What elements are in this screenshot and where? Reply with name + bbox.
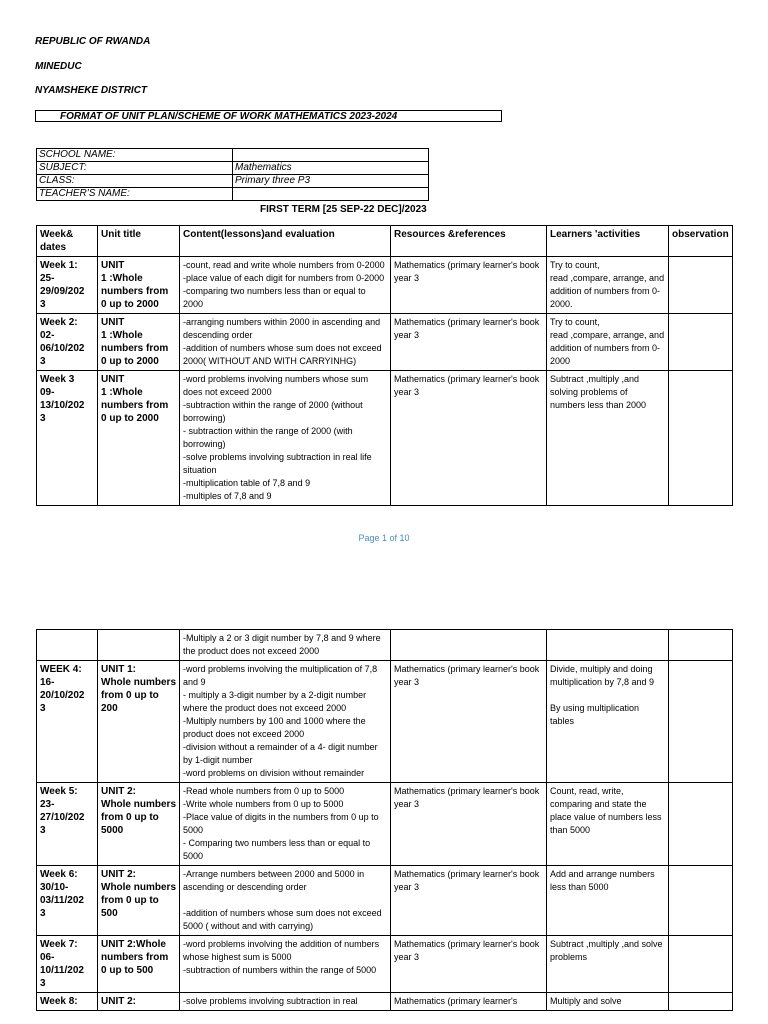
table-row xyxy=(37,866,733,936)
resources-cell: Mathematics (primary learner's book year 3 xyxy=(391,866,547,936)
unit-title-cell: UNIT 2:Whole numbers from 0 up to 500 xyxy=(98,936,180,993)
class-value: Primary three P3 xyxy=(233,175,429,188)
table-row xyxy=(37,371,733,506)
content-cell: -word problems involving numbers whose sum does not exceed 2000 -subtraction within the range of 2000 (without borrowing) - subtraction within the range of 2000 (with borrowing) -solve problems involving subtraction in real life situation -multiplication table of 7,8 and 9 -multiples of 7,8 and 9 xyxy=(180,371,391,506)
observation-cell xyxy=(669,783,733,866)
table-row xyxy=(37,783,733,866)
content-cell: -count, read and write whole numbers from 0-2000 -place value of each digit for numbers from 0-2000 -comparing two numbers less than or equal to 2000 xyxy=(180,257,391,314)
observation-cell xyxy=(669,371,733,506)
content-cell: -arranging numbers within 2000 in ascending and descending order -addition of numbers whose sum does not exceed 2000( WITHOUT AND WITH CARRYINHG) xyxy=(180,314,391,371)
observation-cell xyxy=(669,866,733,936)
week-cell: WEEK 4: 16- 20/10/202 3 xyxy=(37,661,98,783)
week-cell: Week 7: 06- 10/11/202 3 xyxy=(37,936,98,993)
table-row xyxy=(37,993,733,1011)
observation-cell xyxy=(669,314,733,371)
resources-cell: Mathematics (primary learner's book year 3 xyxy=(391,936,547,993)
country-heading: REPUBLIC OF RWANDA xyxy=(35,36,151,47)
column-resources: Resources &references xyxy=(391,226,547,257)
observation-cell xyxy=(669,936,733,993)
activities-cell: Count, read, write, comparing and state the place value of numbers less than 5000 xyxy=(547,783,669,866)
teacher-name-value xyxy=(233,188,429,201)
ministry-heading: MINEDUC xyxy=(35,61,82,72)
info-row-subject xyxy=(37,162,429,175)
subject-label: SUBJECT: xyxy=(37,162,233,175)
activities-cell: Divide, multiply and doing multiplication by 7,8 and 9 By using multiplication tables xyxy=(547,661,669,783)
unit-title-cell: UNIT 2: Whole numbers from 0 up to 5000 xyxy=(98,783,180,866)
table-row xyxy=(37,257,733,314)
week-cell: Week 6: 30/10- 03/11/202 3 xyxy=(37,866,98,936)
column-content: Content(lessons)and evaluation xyxy=(180,226,391,257)
unit-title-cell: UNIT 1 :Whole numbers from 0 up to 2000 xyxy=(98,371,180,506)
school-name-label: SCHOOL NAME: xyxy=(37,149,233,162)
table-row xyxy=(37,936,733,993)
format-title: FORMAT OF UNIT PLAN/SCHEME OF WORK MATHEMATICS 2023-2024 xyxy=(35,110,502,122)
resources-cell: Mathematics (primary learner's book year 3 xyxy=(391,371,547,506)
content-cell: -Multiply a 2 or 3 digit number by 7,8 and 9 where the product does not exceed 2000 xyxy=(180,630,391,661)
district-heading: NYAMSHEKE DISTRICT xyxy=(35,85,148,96)
unit-title-cell: UNIT 2: xyxy=(98,993,180,1011)
observation-cell xyxy=(669,993,733,1011)
info-row-teacher xyxy=(37,188,429,201)
activities-cell: Multiply and solve xyxy=(547,993,669,1011)
content-cell: -word problems involving the addition of numbers whose highest sum is 5000 -subtraction of numbers within the range of 5000 xyxy=(180,936,391,993)
column-week: Week& dates xyxy=(37,226,98,257)
column-activities: Learners 'activities xyxy=(547,226,669,257)
school-info-table xyxy=(36,148,429,201)
info-row-class xyxy=(37,175,429,188)
activities-cell: Subtract ,multiply ,and solve problems xyxy=(547,936,669,993)
observation-cell xyxy=(669,661,733,783)
observation-cell xyxy=(669,257,733,314)
content-cell: -solve problems involving subtraction in real xyxy=(180,993,391,1011)
term-heading: FIRST TERM [25 SEP-22 DEC]/2023 xyxy=(260,204,427,215)
scheme-table-page-1 xyxy=(36,225,733,506)
week-cell: Week 3 09- 13/10/202 3 xyxy=(37,371,98,506)
class-label: CLASS: xyxy=(37,175,233,188)
school-name-value xyxy=(233,149,429,162)
page-number: Page 1 of 10 xyxy=(358,533,410,543)
table-row xyxy=(37,661,733,783)
teacher-name-label: TEACHER'S NAME: xyxy=(37,188,233,201)
resources-cell: Mathematics (primary learner's xyxy=(391,993,547,1011)
unit-title-cell: UNIT 1 :Whole numbers from 0 up to 2000 xyxy=(98,314,180,371)
column-observation: observation xyxy=(669,226,733,257)
observation-cell xyxy=(669,630,733,661)
week-cell xyxy=(37,630,98,661)
column-unit: Unit title xyxy=(98,226,180,257)
unit-title-cell: UNIT 1: Whole numbers from 0 up to 200 xyxy=(98,661,180,783)
activities-cell: Add and arrange numbers less than 5000 xyxy=(547,866,669,936)
content-cell: -Read whole numbers from 0 up to 5000 -Write whole numbers from 0 up to 5000 -Place value of digits in the numbers from 0 up to 5000 - Comparing two numbers less than or equal to 5000 xyxy=(180,783,391,866)
unit-title-cell: UNIT 1 :Whole numbers from 0 up to 2000 xyxy=(98,257,180,314)
resources-cell: Mathematics (primary learner's book year 3 xyxy=(391,661,547,783)
week-cell: Week 8: xyxy=(37,993,98,1011)
resources-cell: Mathematics (primary learner's book year 3 xyxy=(391,314,547,371)
activities-cell xyxy=(547,630,669,661)
unit-title-cell xyxy=(98,630,180,661)
unit-title-cell: UNIT 2: Whole numbers from 0 up to 500 xyxy=(98,866,180,936)
table-row xyxy=(37,630,733,661)
resources-cell xyxy=(391,630,547,661)
table-row xyxy=(37,314,733,371)
week-cell: Week 5: 23- 27/10/202 3 xyxy=(37,783,98,866)
content-cell: -word problems involving the multiplication of 7,8 and 9 - multiply a 3-digit number by a 2-digit number where the product does not exceed 2000 -Multiply numbers by 100 and 1000 where the product does not exceed 2000 -division without a remainder of a 4- digit number by 1-digit number -word problems on division without remainder xyxy=(180,661,391,783)
activities-cell: Try to count, read ,compare, arrange, and addition of numbers from 0-2000. xyxy=(547,257,669,314)
activities-cell: Try to count, read ,compare, arrange, and addition of numbers from 0-2000 xyxy=(547,314,669,371)
week-cell: Week 2: 02- 06/10/202 3 xyxy=(37,314,98,371)
table-header-row xyxy=(37,226,733,257)
resources-cell: Mathematics (primary learner's book year 3 xyxy=(391,783,547,866)
resources-cell: Mathematics (primary learner's book year 3 xyxy=(391,257,547,314)
activities-cell: Subtract ,multiply ,and solving problems of numbers less than 2000 xyxy=(547,371,669,506)
subject-value: Mathematics xyxy=(233,162,429,175)
week-cell: Week 1: 25- 29/09/202 3 xyxy=(37,257,98,314)
info-row-school xyxy=(37,149,429,162)
content-cell: -Arrange numbers between 2000 and 5000 in ascending or descending order -addition of numbers whose sum does not exceed 5000 ( without and with carrying) xyxy=(180,866,391,936)
scheme-table-page-2 xyxy=(36,629,733,1011)
